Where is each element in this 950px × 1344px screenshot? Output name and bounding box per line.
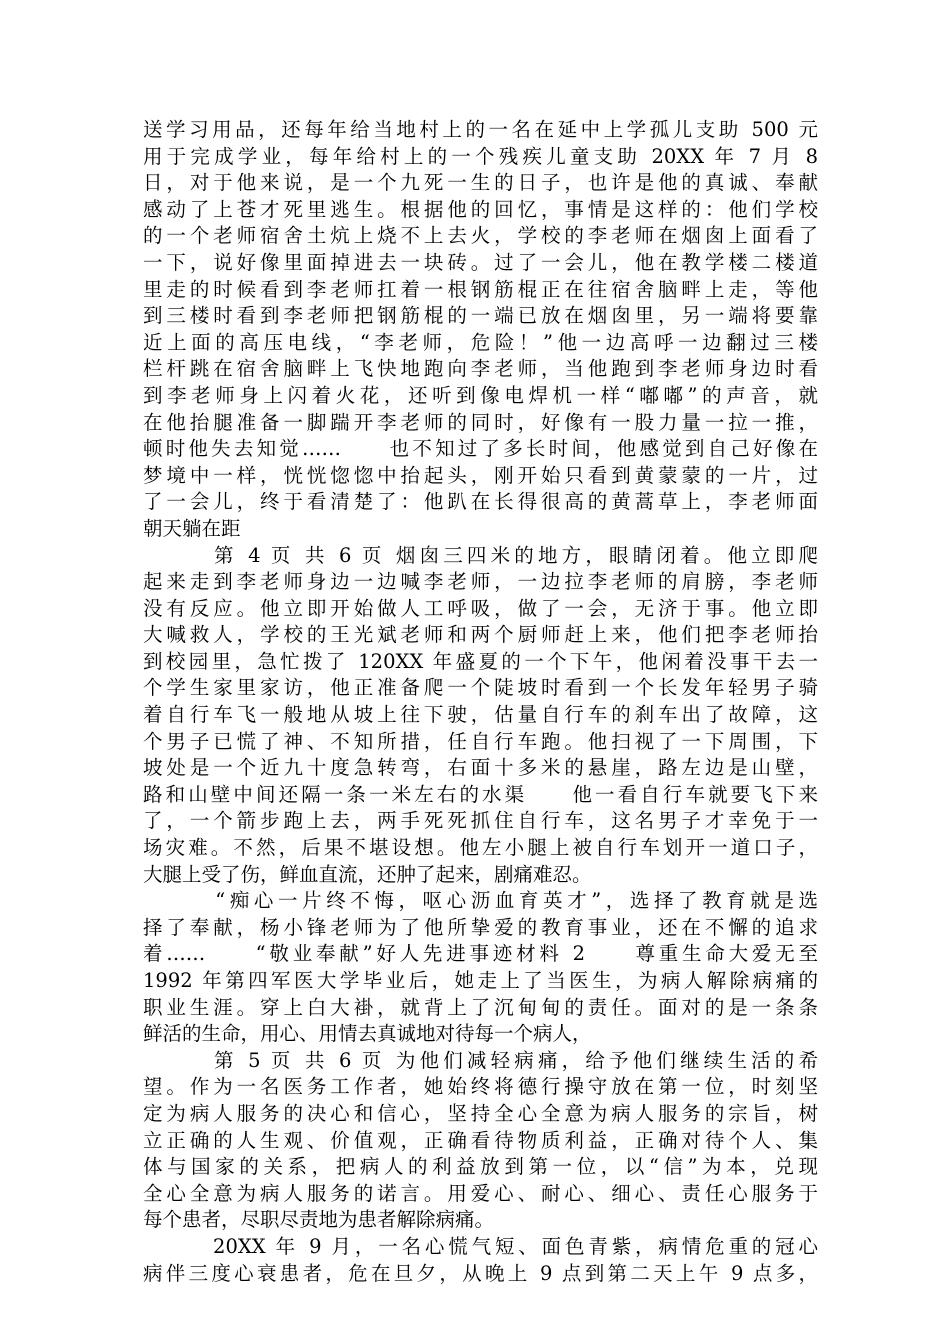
- text-line: 了，一个箭步跑上去，两手死死抓住自行车，这名男子才幸免于一: [143, 809, 818, 833]
- text-line: 第 4 页 共 6 页 烟囱三四米的地方，眼睛闭着。他立即爬: [143, 543, 818, 567]
- text-line: 里走的时候看到李老师扛着一根钢筋棍正在往宿舍脑畔上走，等他: [143, 277, 818, 301]
- text-line: 大腿上受了伤，鲜血直流，还肿了起来，剧痛难忍。: [143, 862, 592, 886]
- text-line: 全心全意为病人服务的诺言。用爱心、耐心、细心、责任心服务于: [143, 1181, 818, 1205]
- text-line: 到三楼时看到李老师把钢筋棍的一端已放在烟囱里，另一端将要靠: [143, 304, 818, 328]
- text-line: 到校园里，急忙拨了 120XX 年盛夏的一个下午，他闲着没事干去一: [143, 649, 818, 673]
- text-line: 20XX 年 9 月，一名心慌气短、面色青紫，病情危重的冠心: [143, 1234, 818, 1258]
- text-line: 了一会儿，终于看清楚了：他趴在长得很高的黄蒿草上，李老师面: [143, 490, 818, 514]
- text-line: 路和山壁中间还隔一条一米左右的水渠 他一看自行车就要飞下来: [143, 782, 818, 806]
- text-line: 个男子已慌了神、不知所措，任自行车跑。他扫视了一下周围，下: [143, 729, 818, 753]
- text-line: 个学生家里家访，他正准备爬一个陡坡时看到一个长发年轻男子骑: [143, 676, 818, 700]
- text-line: 第 5 页 共 6 页 为他们减轻病痛，给予他们继续生活的希: [143, 1048, 818, 1072]
- text-line: 朝天躺在距: [143, 516, 241, 540]
- text-line: 定为病人服务的决心和信心，坚持全心全意为病人服务的宗旨，树: [143, 1101, 818, 1125]
- text-line: 栏杆跳在宿舍脑畔上飞快地跑向李老师，当他跑到李老师身边时看: [143, 357, 818, 381]
- document-body: [143, 117, 818, 1287]
- text-line: 在他抬腿准备一脚踹开李老师的同时，好像有一股力量一拉一推，: [143, 410, 818, 434]
- text-line: 望。作为一名医务工作者，她始终将德行操守放在第一位，时刻坚: [143, 1075, 818, 1099]
- text-line: 大喊救人，学校的王光斌老师和两个厨师赶上来，他们把李老师抬: [143, 623, 818, 647]
- text-line: 鲜活的生命，用心、用情去真诚地对待每一个病人，: [143, 1022, 592, 1046]
- text-line: 日，对于他来说，是一个九死一生的日子，也许是他的真诚、奉献: [143, 171, 818, 195]
- text-line: 1992 年第四军医大学毕业后，她走上了当医生，为病人解除病痛的: [143, 969, 818, 992]
- text-line: 起来走到李老师身边一边喊李老师，一边拉李老师的肩膀，李老师: [143, 570, 818, 594]
- text-line: “痴心一片终不悔，呕心沥血育英才”，选择了教育就是选: [143, 889, 818, 913]
- text-line: 顿时他失去知觉…… 也不知过了多长时间，他感觉到自己好像在: [143, 437, 818, 461]
- text-line: 到李老师身上闪着火花，还听到像电焊机一样“嘟嘟”的声音，就: [143, 383, 818, 407]
- text-line: 感动了上苍才死里逃生。根据他的回忆，事情是这样的：他们学校: [143, 197, 818, 221]
- text-line: 职业生涯。穿上白大褂，就背上了沉甸甸的责任。面对的是一条条: [143, 995, 818, 1019]
- text-line: 病伴三度心衰患者，危在旦夕，从晚上 9 点到第二天上午 9 点多，: [143, 1261, 818, 1285]
- text-line: 每个患者，尽职尽责地为患者解除病痛。: [143, 1208, 495, 1232]
- text-line: 体与国家的关系，把病人的利益放到第一位，以“信”为本，兑现: [143, 1155, 818, 1179]
- text-line: 着自行车飞一般地从坡上往下驶，估量自行车的刹车出了故障，这: [143, 703, 818, 727]
- text-line: 用于完成学业，每年给村上的一个残疾儿童支助 20XX 年 7 月 8: [143, 144, 818, 168]
- text-line: 的一个老师宿舍土炕上烧不上去火，学校的李老师在烟囱上面看了: [143, 224, 818, 248]
- text-line: 场灾难。不然，后果不堪设想。他左小腿上被自行车划开一道口子，: [143, 836, 818, 860]
- text-line: 坡处是一个近九十度急转弯，右面十多米的悬崖，路左边是山壁，: [143, 756, 818, 780]
- text-line: 着…… “敬业奉献”好人先进事迹材料 2 尊重生命大爱无至: [143, 942, 818, 966]
- text-line: 没有反应。他立即开始做人工呼吸，做了一会，无济于事。他立即: [143, 596, 818, 620]
- text-line: 择了奉献，杨小锋老师为了他所挚爱的教育事业，还在不懈的追求: [143, 915, 818, 939]
- text-line: 近上面的高压电线，“李老师，危险！”他一边高呼一边翻过三楼: [143, 330, 818, 354]
- text-line: 梦境中一样，恍恍惚惚中抬起头，刚开始只看到黄蒙蒙的一片，过: [143, 463, 818, 487]
- text-line: 立正确的人生观、价值观，正确看待物质利益，正确对待个人、集: [143, 1128, 818, 1152]
- text-line: 一下，说好像里面掉进去一块砖。过了一会儿，他在教学楼二楼道: [143, 250, 818, 274]
- text-line: 送学习用品，还每年给当地村上的一名在延中上学孤儿支助 500 元: [143, 118, 818, 141]
